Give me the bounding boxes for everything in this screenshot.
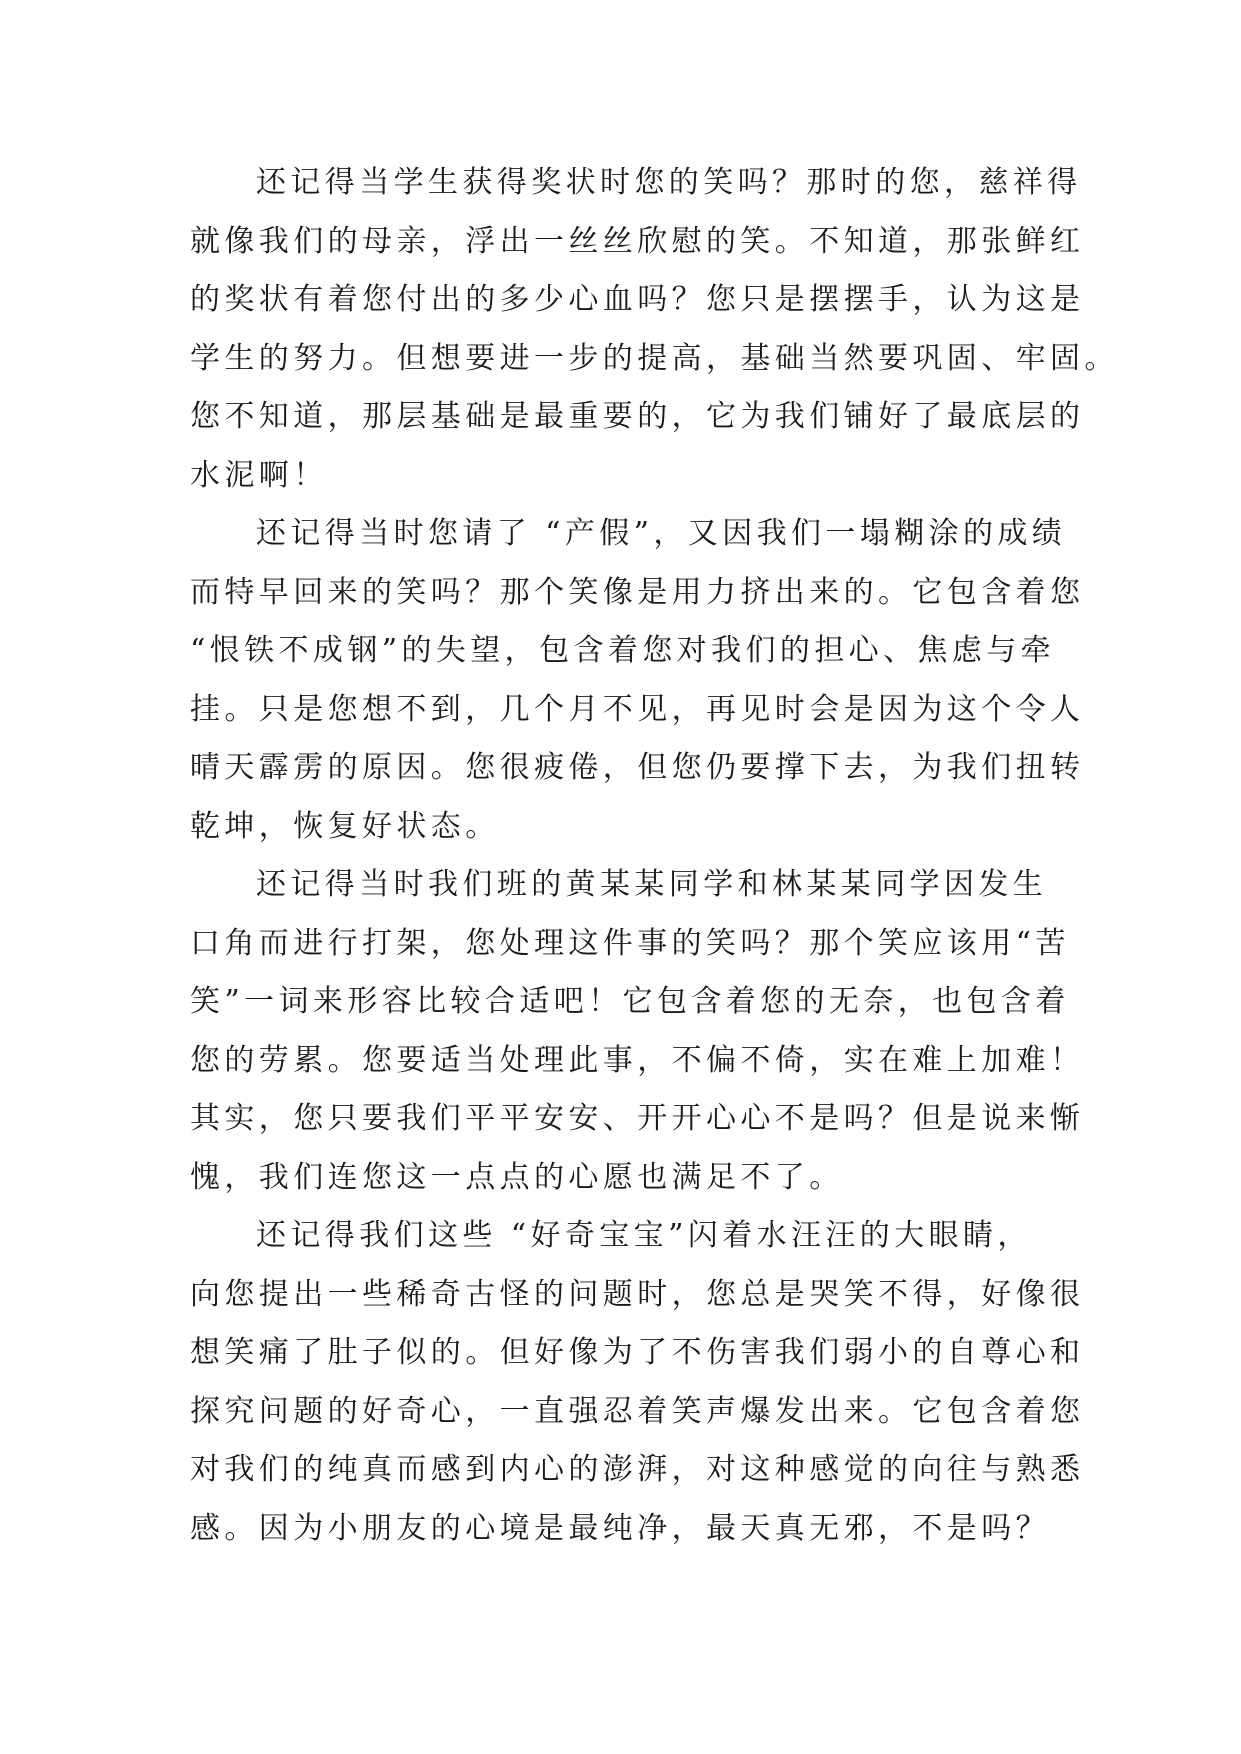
paragraph-1 — [190, 154, 1119, 505]
paragraph-line: 笑”一词来形容比较合适吧！它包含着您的无奈，也包含着 — [190, 984, 1070, 1019]
paragraph-line: 感。因为小朋友的心境是最纯净，最天真无邪，不是吗？ — [190, 1510, 1050, 1546]
paragraph-3 — [190, 856, 1085, 1207]
paragraph-line: 还记得当时我们班的黄某某同学和林某某同学因发生 — [256, 867, 1048, 902]
paragraph-line: 晴天霹雳的原因。您很疲倦，但您仍要撑下去，为我们扭转 — [190, 750, 1085, 785]
paragraph-line: 的奖状有着您付出的多少心血吗？您只是摆摆手，认为这是 — [190, 282, 1085, 317]
paragraph-line: 探究问题的好奇心，一直强忍着笑声爆发出来。它包含着您 — [190, 1393, 1085, 1429]
paragraph-line: 向您提出一些稀奇古怪的问题时，您总是哭笑不得，好像很 — [190, 1276, 1085, 1312]
paragraph-line: 对我们的纯真而感到内心的澎湃，对这种感觉的向往与熟悉 — [190, 1452, 1085, 1487]
paragraph-line: 其实，您只要我们平平安安、开开心心不是吗？但是说来惭 — [190, 1101, 1085, 1136]
paragraph-4 — [190, 1207, 1085, 1558]
paragraph-line: 学生的努力。但想要进一步的提高，基础当然要巩固、牢固。 — [190, 340, 1119, 376]
paragraph-line: 您不知道，那层基础是最重要的，它为我们铺好了最底层的 — [190, 399, 1085, 434]
paragraph-line: 想笑痛了肚子似的。但好像为了不伤害我们弱小的自尊心和 — [190, 1335, 1085, 1370]
paragraph-line: 愧，我们连您这一点点的心愿也满足不了。 — [190, 1159, 844, 1195]
paragraph-line: 口角而进行打架，您处理这件事的笑吗？那个笑应该用“苦 — [190, 925, 1070, 961]
paragraph-line: 水泥啊！ — [190, 457, 328, 493]
paragraph-line: 而特早回来的笑吗？那个笑像是用力挤出来的。它包含着您 — [190, 574, 1085, 610]
paragraph-line: 就像我们的母亲，浮出一丝丝欣慰的笑。不知道，那张鲜红 — [190, 223, 1085, 259]
paragraph-line: 乾坤，恢复好状态。 — [190, 808, 500, 844]
paragraph-line: “恨铁不成钢”的失望，包含着您对我们的担心、焦虑与牵 — [190, 633, 1056, 668]
paragraph-line: 挂。只是您想不到，几个月不见，再见时会是因为这个令人 — [190, 691, 1085, 727]
paragraph-line: 还记得当时您请了 “产假”，又因我们一塌糊涂的成绩 — [256, 516, 1067, 551]
paragraph-line: 还记得我们这些 “好奇宝宝”闪着水汪汪的大眼睛， — [256, 1218, 1032, 1253]
paragraph-line: 还记得当学生获得奖状时您的笑吗？那时的您，慈祥得 — [256, 165, 1082, 200]
paragraph-line: 您的劳累。您要适当处理此事，不偏不倚，实在难上加难！ — [190, 1042, 1085, 1078]
paragraph-2 — [190, 505, 1085, 856]
